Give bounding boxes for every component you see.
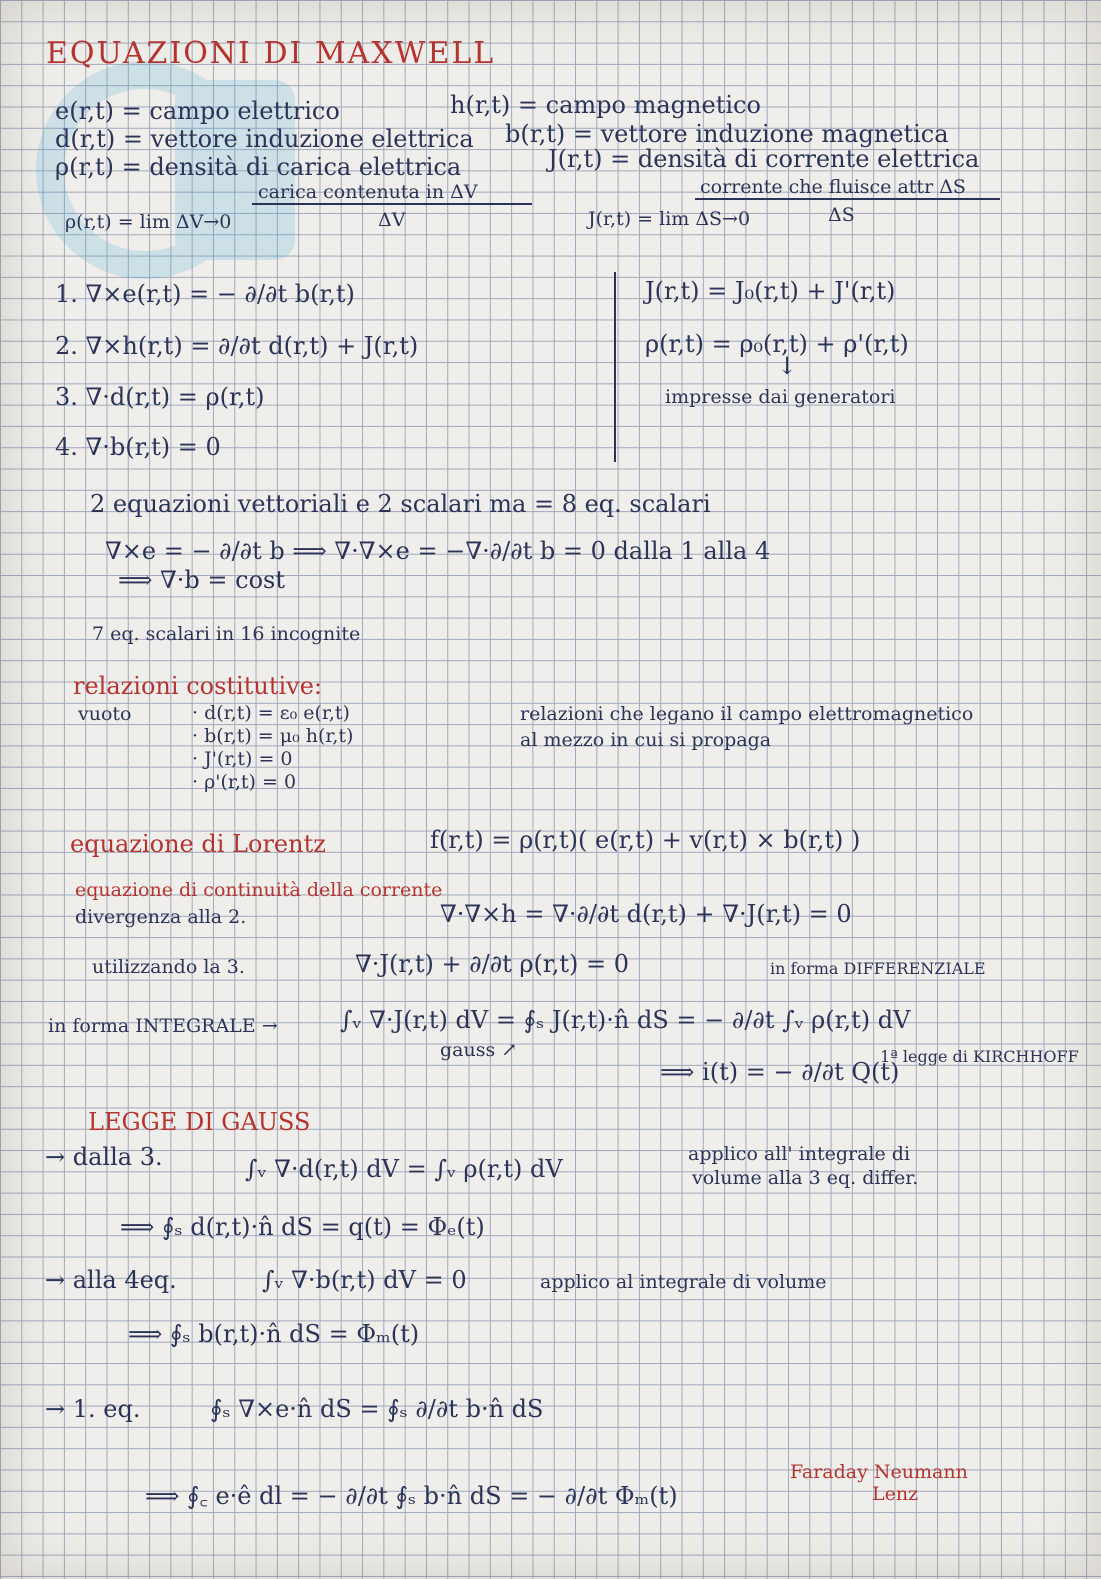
kirchhoff-note: 1ª legge di KIRCHHOFF [880,1047,1079,1066]
j-limit-lhs: J(r,t) = lim ΔS→0 [588,208,751,230]
gauss-a-formula: ∫ᵥ ∇·d(r,t) dV = ∫ᵥ ρ(r,t) dV [245,1155,563,1183]
sources-note: impresse dai generatori [665,386,896,408]
maxwell-eq-3: 3. ∇·d(r,t) = ρ(r,t) [55,383,265,411]
maxwell-eq-1: 1. ∇×e(r,t) = − ∂/∂t b(r,t) [55,280,355,308]
def-j: J(r,t) = densità di corrente elettrica [548,145,980,173]
gauss-a-note-2: volume alla 3 eq. differ. [692,1167,919,1189]
continuity-line-3: ∫ᵥ ∇·J(r,t) dV = ∮ₛ J(r,t)·n̂ dS = − ∂/∂t ∫ᵥ ρ(r,t) dV [340,1006,911,1034]
divider-bar [614,272,616,462]
def-h: h(r,t) = campo magnetico [450,91,761,119]
continuity-line-2: ∇·J(r,t) + ∂/∂t ρ(r,t) = 0 [355,950,629,978]
constitutive-note-1: relazioni che legano il campo elettromagnetico [520,703,974,725]
continuity-line3-label: in forma INTEGRALE → [48,1015,278,1037]
count-line-4: 7 eq. scalari in 16 incognite [92,623,361,645]
gauss-a-note-1: applico all' integrale di [688,1143,911,1165]
j-fraction-bar [695,198,1000,200]
constitutive-heading: relazioni costitutive: [73,672,322,700]
def-b: b(r,t) = vettore induzione magnetica [505,120,949,148]
j-limit-numerator: corrente che fluisce attr ΔS [700,176,966,198]
gauss-b-note: applico al integrale di volume [540,1271,827,1293]
def-rho: ρ(r,t) = densità di carica elettrica [55,153,462,181]
continuity-differential-note: in forma DIFFERENZIALE [770,959,986,978]
gauss-note: gauss ↗ [440,1039,518,1061]
constitutive-item-2: · b(r,t) = μ₀ h(r,t) [192,725,354,747]
continuity-line1-label: divergenza alla 2. [75,906,247,928]
count-line-2: ∇×e = − ∂/∂t b ⟹ ∇·∇×e = −∇·∂/∂t b = 0 dalla 1 alla 4 [105,537,771,565]
gauss-a-label: → dalla 3. [45,1143,163,1171]
gauss-b-result: ⟹ ∮ₛ b(r,t)·n̂ dS = Φₘ(t) [128,1320,420,1348]
current-density-split: J(r,t) = J₀(r,t) + J'(r,t) [645,277,896,305]
lorentz-label: equazione di Lorentz [70,830,326,858]
rho-fraction-bar [252,203,532,205]
rho-limit-lhs: ρ(r,t) = lim ΔV→0 [65,211,232,233]
constitutive-item-3: · J'(r,t) = 0 [192,748,293,770]
continuity-line2-label: utilizzando la 3. [92,956,245,978]
count-line-1: 2 equazioni vettoriali e 2 scalari ma = 8 eq. scalari [90,490,711,518]
j-limit-denominator: ΔS [828,204,855,226]
faraday-neumann-note: Faraday Neumann [790,1461,968,1483]
gauss-b-formula: ∫ᵥ ∇·b(r,t) dV = 0 [262,1266,467,1294]
continuity-line-1: ∇·∇×h = ∇·∂/∂t d(r,t) + ∇·J(r,t) = 0 [440,900,852,928]
charge-density-split: ρ(r,t) = ρ₀(r,t) + ρ'(r,t) [645,330,909,358]
gauss-a-result: ⟹ ∮ₛ d(r,t)·n̂ dS = q(t) = Φₑ(t) [120,1213,485,1241]
gauss-heading: LEGGE DI GAUSS [88,1108,311,1136]
def-d: d(r,t) = vettore induzione elettrica [55,125,474,153]
constitutive-note-2: al mezzo in cui si propaga [520,729,772,751]
continuity-line-4: ⟹ i(t) = − ∂/∂t Q(t) [660,1058,900,1086]
gauss-c-result: ⟹ ∮꜀ e·ê dl = − ∂/∂t ∮ₛ b·n̂ dS = − ∂/∂t Φₘ(t) [145,1482,678,1510]
maxwell-eq-2: 2. ∇×h(r,t) = ∂/∂t d(r,t) + J(r,t) [55,332,419,360]
gauss-c-formula: ∮ₛ ∇×e·n̂ dS = ∮ₛ ∂/∂t b·n̂ dS [210,1395,544,1423]
maxwell-eq-4: 4. ∇·b(r,t) = 0 [55,433,221,461]
def-e: e(r,t) = campo elettrico [55,97,340,125]
rho-limit-numerator: carica contenuta in ΔV [258,181,478,203]
gauss-c-label: → 1. eq. [45,1395,141,1423]
rho-limit-denominator: ΔV [378,209,406,231]
page-title: EQUAZIONI DI MAXWELL [46,36,496,71]
lorentz-formula: f(r,t) = ρ(r,t)( e(r,t) + v(r,t) × b(r,t) ) [430,826,861,854]
constitutive-item-1: · d(r,t) = ε₀ e(r,t) [192,702,350,724]
lenz-note: Lenz [872,1483,919,1505]
continuity-heading: equazione di continuità della corrente [75,879,443,901]
gauss-b-label: → alla 4eq. [45,1266,177,1294]
constitutive-item-4: · ρ'(r,t) = 0 [192,771,297,793]
count-line-3: ⟹ ∇·b = cost [118,566,286,594]
arrow-down-icon: ↓ [777,352,798,380]
constitutive-label-vacuum: vuoto [78,703,132,725]
